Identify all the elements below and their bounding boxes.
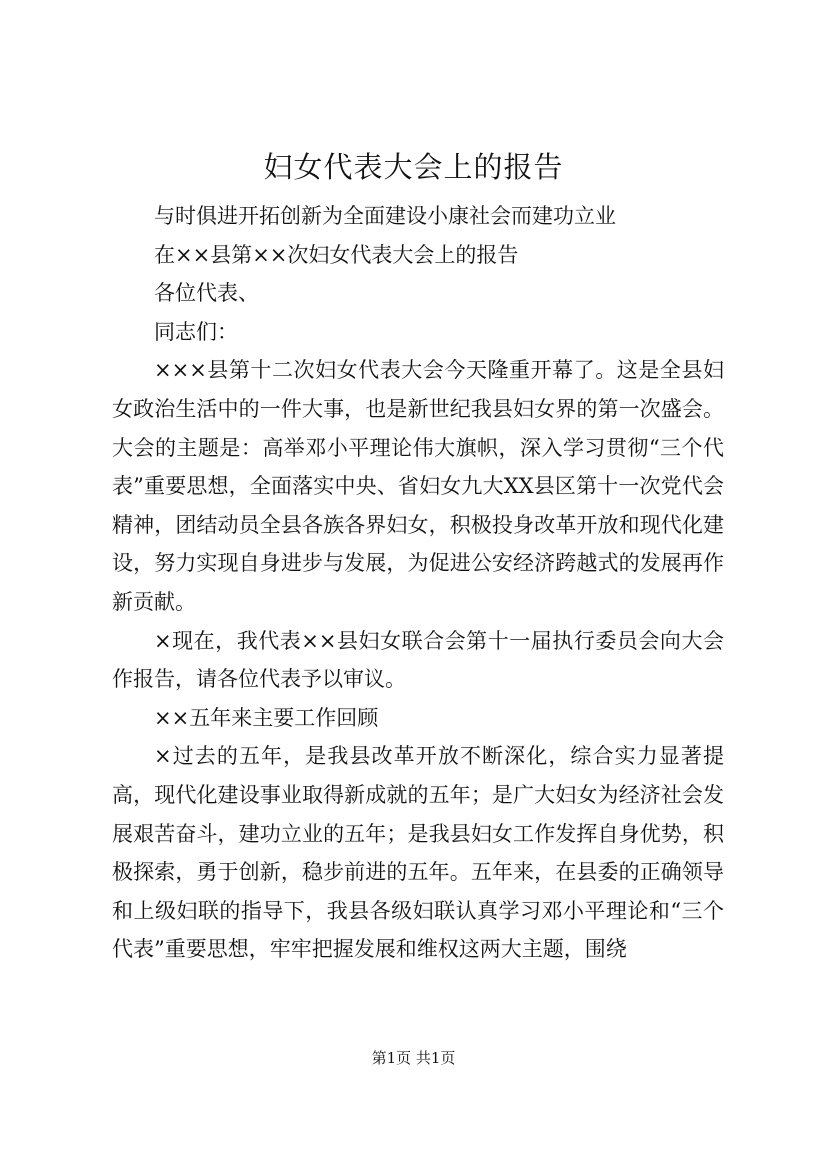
body-paragraph: ×××县第十二次妇女代表大会今天隆重开幕了。这是全县妇女政治生活中的一件大事，也是新世纪我县妇女界的第一次盛会。大会的主题是：高举邓小平理论伟大旗帜，深入学习贯彻“三个代表”重要思想，全面落实中央、省妇女九大XX县区第十一次党代会精神，团结动员全县各族各界妇女，积极投身改革开放和现代化建设，努力实现自身进步与发展，为促进公安经济跨越式的发展再作新贡献。 bbox=[112, 358, 724, 614]
body-paragraph: ×过去的五年，是我县改革开放不断深化，综合实力显著提高，现代化建设事业取得新成就的五年；是广大妇女为经济社会发展艰苦奋斗，建功立业的五年；是我县妇女工作发挥自身优势，积极探索，勇于创新，稳步前进的五年。五年来，在县委的正确领导和上级妇联的指导下，我县各级妇联认真学习邓小平理论和“三个代表”重要思想，牢牢把握发展和维权这两大主题，围绕 bbox=[112, 744, 724, 962]
salutation-line: 同志们： bbox=[154, 319, 238, 344]
document-title: 妇女代表大会上的报告 bbox=[263, 150, 564, 184]
salutation-line: 各位代表、 bbox=[154, 281, 259, 306]
page-number-footer: 第1页 共1页 bbox=[371, 1049, 456, 1067]
section-heading: ××五年来主要工作回顾 bbox=[154, 705, 379, 730]
subtitle-line: 在××县第××次妇女代表大会上的报告 bbox=[154, 242, 519, 267]
document-body bbox=[112, 197, 724, 969]
subtitle-line: 与时俱进开拓创新为全面建设小康社会而建功立业 bbox=[154, 204, 616, 228]
body-paragraph: ×现在，我代表××县妇女联合会第十一届执行委员会向大会作报告，请各位代表予以审议。 bbox=[112, 628, 724, 692]
